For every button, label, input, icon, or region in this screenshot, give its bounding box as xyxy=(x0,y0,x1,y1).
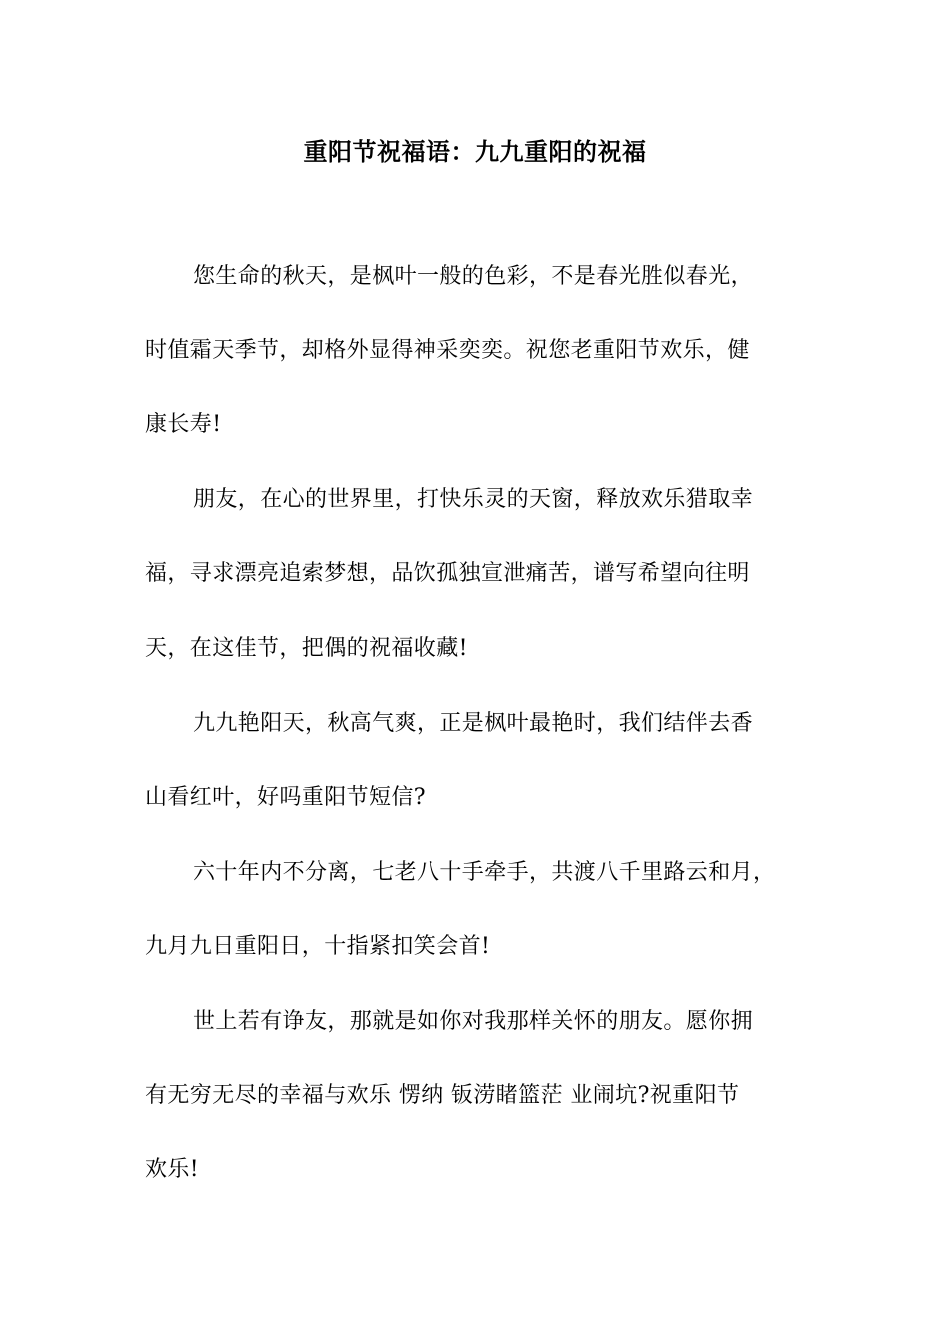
paragraph-2-line-1: 朋友，在心的世界里，打快乐灵的天窗，释放欢乐猎取幸 xyxy=(193,487,754,512)
paragraph-4-line-2: 九月九日重阳日，十指紧扣笑会首! xyxy=(145,934,491,959)
paragraph-2-line-3: 天，在这佳节，把偶的祝福收藏! xyxy=(145,636,468,661)
paragraph-5-line-3: 欢乐! xyxy=(145,1157,200,1182)
paragraph-3-line-2: 山看红叶，好吗重阳节短信? xyxy=(145,785,426,810)
document-title: 重阳节祝福语：九九重阳的祝福 xyxy=(303,137,647,166)
paragraph-2-line-2: 福，寻求漂亮追索梦想，品饮孤独宣泄痛苦，谱写希望向往明 xyxy=(145,561,750,586)
paragraph-5-line-1: 世上若有诤友，那就是如你对我那样关怀的朋友。愿你拥 xyxy=(193,1009,754,1034)
paragraph-1-line-1: 您生命的秋天，是枫叶一般的色彩，不是春光胜似春光， xyxy=(193,264,754,289)
paragraph-3-line-1: 九九艳阳天，秋高气爽，正是枫叶最艳时，我们结伴去香 xyxy=(193,711,754,736)
paragraph-1-line-3: 康长寿! xyxy=(145,412,222,437)
paragraph-4-line-1: 六十年内不分离，七老八十手牵手，共渡八千里路云和月， xyxy=(193,860,776,885)
paragraph-1-line-2: 时值霜天季节，却格外显得神采奕奕。祝您老重阳节欢乐，健 xyxy=(145,338,750,363)
paragraph-5-line-2: 有无穷无尽的幸福与欢乐 愣纳 钣涝睹篮茫 业闹坑?祝重阳节 xyxy=(145,1083,740,1108)
